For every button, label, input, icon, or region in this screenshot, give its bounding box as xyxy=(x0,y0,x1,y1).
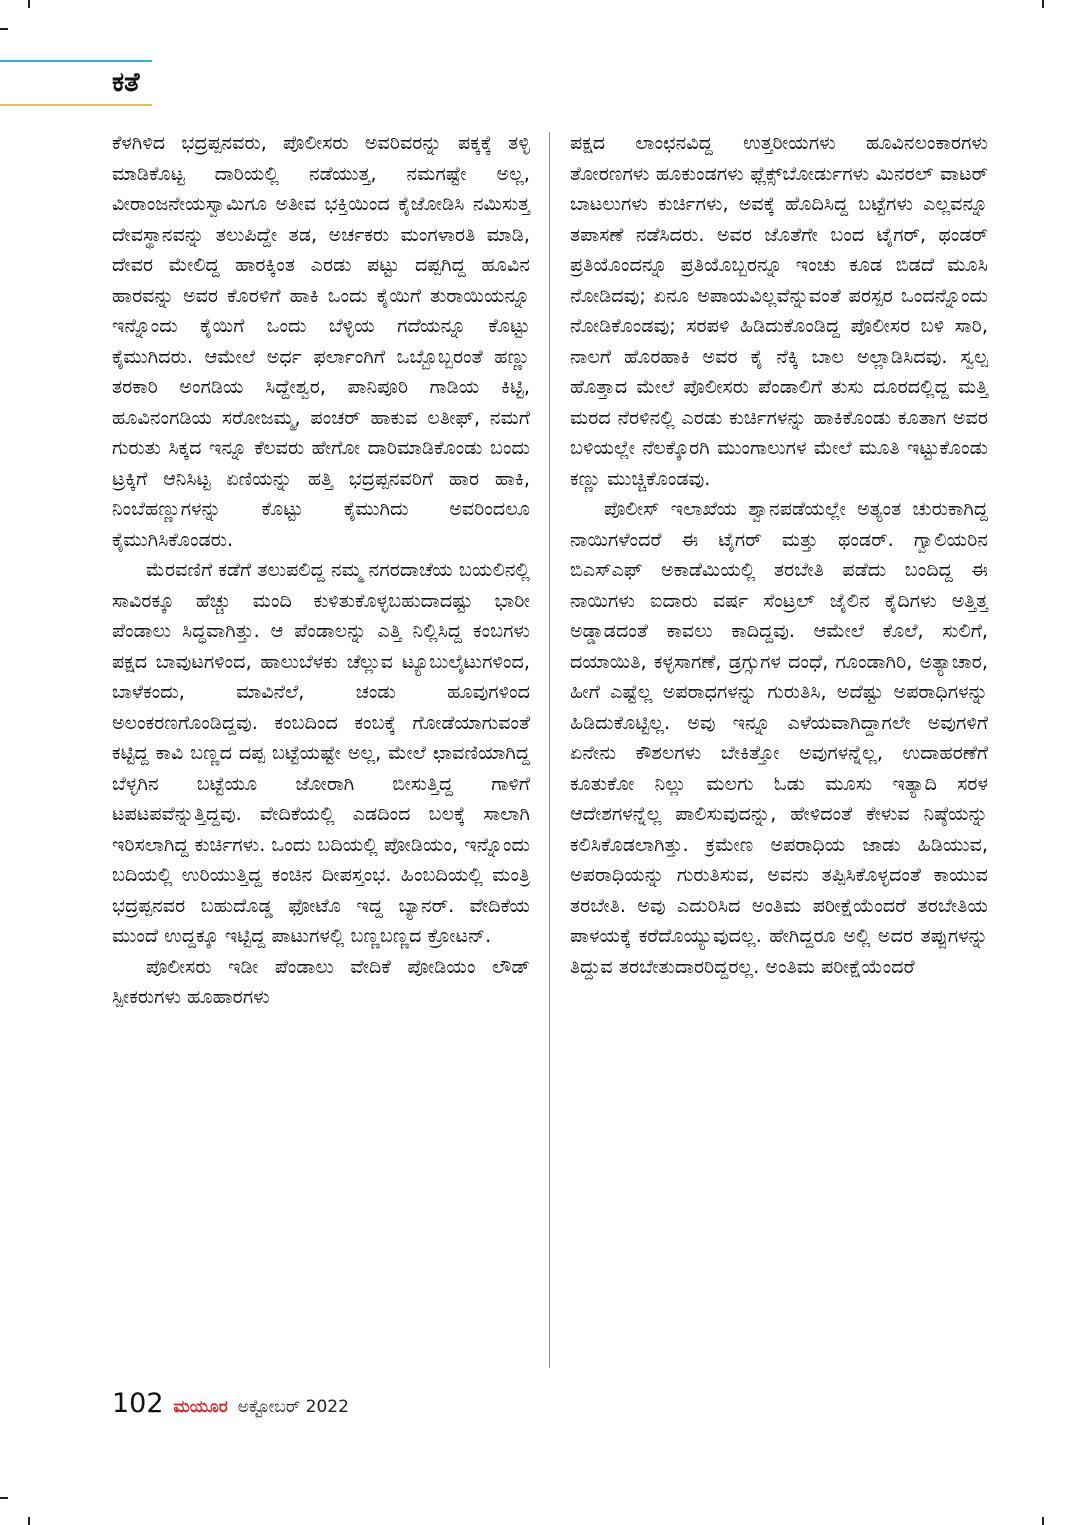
paragraph: ಮೆರವಣಿಗೆ ಕಡೆಗೆ ತಲುಪಲಿದ್ದ ನಮ್ಮ ನಗರದಾಚೆಯ ಬಯಲಿನಲ್ಲಿ ಸಾವಿರಕ್ಕೂ ಹೆಚ್ಚು ಮಂದಿ ಕುಳಿತುಕೊಳ್ಳಬಹುದಾದಷ್ಟು ಭಾರೀ ಪೆಂಡಾಲು ಸಿದ್ಧವಾಗಿತ್ತು. ಆ ಪೆಂಡಾಲನ್ನು ಎತ್ತಿ ನಿಲ್ಲಿಸಿದ್ದ ಕಂಬಗಳು ಪಕ್ಷದ ಬಾವುಟಗಳಿಂದ, ಹಾಲುಬೆಳಕು ಚೆಲ್ಲುವ ಟ್ಯೂಬುಲೈಟುಗಳಿಂದ, ಬಾಳೆಕಂದು, ಮಾವಿನೆಲೆ, ಚಂಡು ಹೂವುಗಳಿಂದ ಅಲಂಕರಣಗೊಂಡಿದ್ದವು. ಕಂಬದಿಂದ ಕಂಬಕ್ಕೆ ಗೋಡೆಯಾಗುವಂತೆ ಕಟ್ಟಿದ್ದ ಕಾವಿ ಬಣ್ಣದ ದಪ್ಪ ಬಟ್ಟೆಯಷ್ಟೇ ಅಲ್ಲ, ಮೇಲೆ ಛಾವಣಿಯಾಗಿದ್ದ ಬೆಳ್ಳಗಿನ ಬಟ್ಟೆಯೂ ಜೋರಾಗಿ ಬೀಸುತ್ತಿದ್ದ ಗಾಳಿಗೆ ಟಪಟಪವೆನ್ನುತ್ತಿದ್ದವು. ವೇದಿಕೆಯಲ್ಲಿ ಎಡದಿಂದ ಬಲಕ್ಕೆ ಸಾಲಾಗಿ ಇರಿಸಲಾಗಿದ್ದ ಕುರ್ಚಿಗಳು. ಒಂದು ಬದಿಯಲ್ಲಿ ಪೋಡಿಯಂ, ಇನ್ನೊಂದು ಬದಿಯಲ್ಲಿ ಉರಿಯುತ್ತಿದ್ದ ಕಂಚಿನ ದೀಪಸ್ತಂಭ. ಹಿಂಬದಿಯಲ್ಲಿ ಮಂತ್ರಿ ಭದ್ರಪ್ಪನವರ ಬಹುದೊಡ್ಡ ಫೋಟೊ ಇದ್ದ ಬ್ಯಾನರ್. ವೇದಿಕೆಯ ಮುಂದೆ ಉದ್ದಕ್ಕೂ ಇಟ್ಟಿದ್ದ ಪಾಟುಗಳಲ್ಲಿ ಬಣ್ಣಬಣ್ಣದ ಕ್ರೋಟನ್. xyxy=(112,558,530,947)
paragraph: ಪೊಲೀಸ್ ಇಲಾಖೆಯ ಶ್ವಾನಪಡೆಯಲ್ಲೇ ಅತ್ಯಂತ ಚುರುಕಾಗಿದ್ದ ನಾಯಿಗಳೆಂದರೆ ಈ ಟೈಗರ್ ಮತ್ತು ಥಂಡರ್. ಗ್ವಾಲಿಯರಿನ ಬಿಎಸ್‌ಎಫ್ ಅಕಾಡೆಮಿಯಲ್ಲಿ ತರಬೇತಿ ಪಡೆದು ಬಂದಿದ್ದ ಈ ನಾಯಿಗಳು ಐದಾರು ವರ್ಷ ಸೆಂಟ್ರಲ್ ಜೈಲಿನ ಕೈದಿಗಳು ಅತ್ತಿತ್ತ ಅಡ್ಡಾಡದಂತೆ ಕಾವಲು ಕಾದಿದ್ದವು. ಆಮೇಲೆ ಕೊಲೆ, ಸುಲಿಗೆ, ದಯಾಯಿತಿ, ಕಳ್ಳಸಾಗಣೆ, ಡ್ರಗ್ಸುಗಳ ದಂಧೆ, ಗೂಂಡಾಗಿರಿ, ಅತ್ಯಾಚಾರ, ಹೀಗೆ ಎಷ್ಟೆಲ್ಲ ಅಪರಾಧಗಳನ್ನು ಗುರುತಿಸಿ, ಅದೆಷ್ಟು ಅಪರಾಧಿಗಳನ್ನು ಹಿಡಿದುಕೊಟ್ಟಿಲ್ಲ. ಅವು ಇನ್ನೂ ಎಳೆಯವಾಗಿದ್ದಾಗಲೇ ಅವುಗಳಿಗೆ ಏನೇನು ಕೌಶಲಗಳು ಬೇಕಿತ್ತೋ ಅವುಗಳನ್ನೆಲ್ಲ, ಉದಾಹರಣೆಗೆ ಕೂತುಕೋ ನಿಲ್ಲು ಮಲಗು ಓಡು ಮೂಸು ಇತ್ಯಾದಿ ಸರಳ ಆದೇಶಗಳನ್ನೆಲ್ಲ ಪಾಲಿಸುವುದನ್ನು, ಹೇಳಿದಂತೆ ಕೇಳುವ ನಿಷ್ಠೆಯನ್ನು ಕಲಿಸಿಕೊಡಲಾಗಿತ್ತು. ಕ್ರಮೇಣ ಅಪರಾಧಿಯ ಜಾಡು ಹಿಡಿಯುವ, ಅಪರಾಧಿಯನ್ನು ಗುರುತಿಸುವ, ಅವನು ತಪ್ಪಿಸಿಕೊಳ್ಳದಂತೆ ಕಾಯುವ ತರಬೇತಿ. ಅವು ಎದುರಿಸಿದ ಅಂತಿಮ ಪರೀಕ್ಷೆಯೆಂದರೆ ತರಬೇತಿಯ ಪಾಳಯಕ್ಕೆ ಕರೆದೊಯ್ಯುವುದಲ್ಲ. ಹೇಗಿದ್ದರೂ ಅಲ್ಲಿ ಅದರ ತಪ್ಪುಗಳನ್ನು ತಿದ್ದುವ ತರಬೇತುದಾರರಿದ್ದರಲ್ಲ. ಅಂತಿಮ ಪರೀಕ್ಷೆಯೆಂದರೆ xyxy=(570,497,988,978)
text-column-left xyxy=(112,128,530,1013)
header-rule-cyan xyxy=(0,60,152,62)
text-column-right xyxy=(570,128,988,982)
column-divider xyxy=(549,132,550,1368)
paragraph: ಪೊಲೀಸರು ಇಡೀ ಪೆಂಡಾಲು ವೇದಿಕೆ ಪೋಡಿಯಂ ಲೌಡ್ ಸ್ಪೀಕರುಗಳು ಹೂಹಾರಗಳು xyxy=(112,954,530,1008)
crop-mark xyxy=(0,28,8,30)
paragraph: ಪಕ್ಷದ ಲಾಂಛನವಿದ್ದ ಉತ್ತರೀಯಗಳು ಹೂವಿನಲಂಕಾರಗಳು ತೋರಣಗಳು ಹೂಕುಂಡಗಳು ಫ್ಲೆಕ್ಸ್‌ಬೋರ್ಡುಗಳು ಮಿನರಲ್ ವಾಟರ್ ಬಾಟಲುಗಳು ಕುರ್ಚಿಗಳು, ಅವಕ್ಕೆ ಹೊದಿಸಿದ್ದ ಬಟ್ಟೆಗಳು ಎಲ್ಲವನ್ನೂ ತಪಾಸಣೆ ನಡೆಸಿದರು. ಅವರ ಜೊತೆಗೇ ಬಂದ ಟೈಗರ್, ಥಂಡರ್ ಪ್ರತಿಯೊಂದನ್ನೂ ಪ್ರತಿಯೊಬ್ಬರನ್ನೂ ಇಂಚು ಕೂಡ ಬಿಡದೆ ಮೂಸಿ ನೋಡಿದವು; ಏನೂ ಅಪಾಯವಿಲ್ಲವೆನ್ನುವಂತೆ ಪರಸ್ಪರ ಒಂದನ್ನೊಂದು ನೋಡಿಕೊಂಡವು; ಸರಪಳಿ ಹಿಡಿದುಕೊಂಡಿದ್ದ ಪೊಲೀಸರ ಬಳಿ ಸಾರಿ, ನಾಲಗೆ ಹೊರಹಾಕಿ ಅವರ ಕೈ ನೆಕ್ಕಿ ಬಾಲ ಅಲ್ಲಾಡಿಸಿದವು. ಸ್ವಲ್ಪ ಹೊತ್ತಾದ ಮೇಲೆ ಪೊಲೀಸರು ಪೆಂಡಾಲಿಗೆ ತುಸು ದೂರದಲ್ಲಿದ್ದ ಮತ್ತಿ ಮರದ ನೆರಳಿನಲ್ಲಿ ಎರಡು ಕುರ್ಚಿಗಳನ್ನು ಹಾಕಿಕೊಂಡು ಕೂತಾಗ ಅವರ ಬಳಿಯಲ್ಲೇ ನೆಲಕ್ಕೊರಗಿ ಮುಂಗಾಲುಗಳ ಮೇಲೆ ಮೂತಿ ಇಟ್ಟುಕೊಂಡು ಕಣ್ಣು ಮುಚ್ಚಿಕೊಂಡವು. xyxy=(570,131,988,490)
paragraph: ಕೆಳಗಿಳಿದ ಭದ್ರಪ್ಪನವರು, ಪೊಲೀಸರು ಅವರಿವರನ್ನು ಪಕ್ಕಕ್ಕೆ ತಳ್ಳಿ ಮಾಡಿಕೊಟ್ಟ ದಾರಿಯಲ್ಲಿ ನಡೆಯುತ್ತ, ನಮಗಷ್ಟೇ ಅಲ್ಲ, ವೀರಾಂಜನೇಯಸ್ವಾಮಿಗೂ ಅತೀವ ಭಕ್ತಿಯಿಂದ ಕೈಜೋಡಿಸಿ ನಮಿಸುತ್ತ ದೇವಸ್ಥಾನವನ್ನು ತಲುಪಿದ್ದೇ ತಡ, ಅರ್ಚಕರು ಮಂಗಳಾರತಿ ಮಾಡಿ, ದೇವರ ಮೇಲಿದ್ದ ಹಾರಕ್ಕಿಂತ ಎರಡು ಪಟ್ಟು ದಪ್ಪಗಿದ್ದ ಹೂವಿನ ಹಾರವನ್ನು ಅವರ ಕೊರಳಿಗೆ ಹಾಕಿ ಒಂದು ಕೈಯಿಗೆ ತುರಾಯಿಯನ್ನೂ ಇನ್ನೊಂದು ಕೈಯಿಗೆ ಒಂದು ಬೆಳ್ಳಿಯ ಗದೆಯನ್ನೂ ಕೊಟ್ಟು ಕೈಮುಗಿದರು. ಆಮೇಲೆ ಅರ್ಧ ಫರ್ಲಾಂಗಿಗೆ ಒಬ್ಬೊಬ್ಬರಂತೆ ಹಣ್ಣು ತರಕಾರಿ ಅಂಗಡಿಯ ಸಿದ್ದೇಶ್ವರ, ಪಾನಿಪೂರಿ ಗಾಡಿಯ ಕಿಟ್ಟಿ, ಹೂವಿನಂಗಡಿಯ ಸರೋಜಮ್ಮ, ಪಂಚರ್ ಹಾಕುವ ಲತೀಫ್, ನಮಗೆ ಗುರುತು ಸಿಕ್ಕದ ಇನ್ನೂ ಕೆಲವರು ಹೇಗೋ ದಾರಿಮಾಡಿಕೊಂಡು ಬಂದು ಟ್ರಕ್ಕಿಗೆ ಆನಿಸಿಟ್ಟ ಏಣಿಯನ್ನು ಹತ್ತಿ ಭದ್ರಪ್ಪನವರಿಗೆ ಹಾರ ಹಾಕಿ, ನಿಂಬೆಹಣ್ಣುಗಳನ್ನು ಕೊಟ್ಟು ಕೈಮುಗಿದು ಅವರಿಂದಲೂ ಕೈಮುಗಿಸಿಕೊಂಡರು. xyxy=(112,131,530,551)
page-footer xyxy=(112,1388,349,1428)
magazine-logo: ಮಯೂರ xyxy=(173,1397,228,1417)
page-number: 102 xyxy=(112,1388,164,1419)
section-title: ಕತೆ xyxy=(112,67,140,98)
crop-mark xyxy=(1042,0,1044,8)
crop-mark xyxy=(28,1517,30,1525)
crop-mark xyxy=(28,0,30,8)
crop-mark xyxy=(0,1497,8,1499)
issue-date: ಅಕ್ಟೋಬರ್ 2022 xyxy=(237,1397,349,1417)
header-rule-yellow xyxy=(0,104,152,106)
crop-mark xyxy=(1042,1517,1044,1525)
